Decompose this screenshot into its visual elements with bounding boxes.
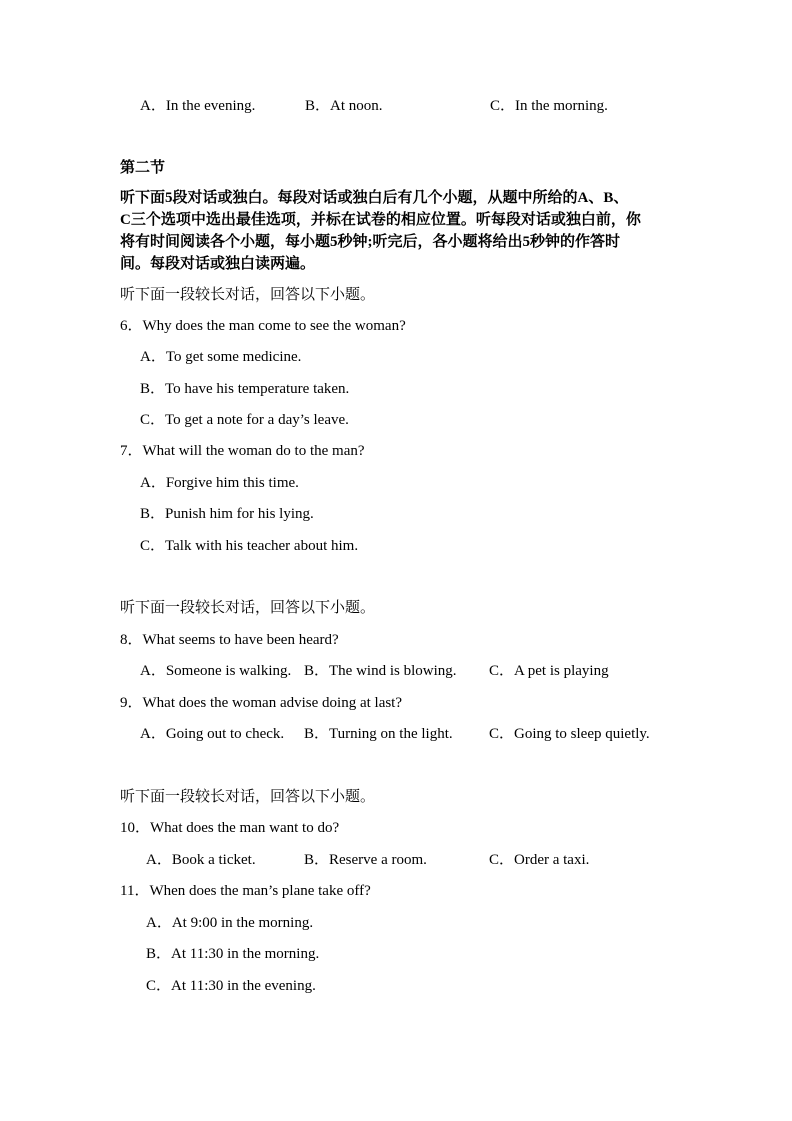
question-option: A．To get some medicine.: [140, 349, 302, 365]
question-option: C．To get a note for a day’s leave.: [140, 412, 349, 428]
question-option: B．The wind is blowing.: [304, 663, 457, 679]
question-option: C．Going to sleep quietly.: [489, 726, 650, 742]
question-option: C．Talk with his teacher about him.: [140, 538, 359, 554]
question-stem: 9．What does the woman advise doing at last?: [120, 695, 403, 711]
question-option: A．Forgive him this time.: [140, 475, 299, 491]
prev-option-a: A．In the evening.: [140, 98, 256, 114]
question-option: C．At 11:30 in the evening.: [146, 978, 316, 994]
question-option: B．At 11:30 in the morning.: [146, 946, 320, 962]
question-stem: 11．When does the man’s plane take off?: [120, 883, 371, 899]
section-instructions-line: 听下面5段对话或独白。每段对话或独白后有几个小题，从题中所给的A、B、: [120, 190, 629, 206]
group-intro: 听下面一段较长对话，回答以下小题。: [120, 600, 376, 616]
question-option: B．Reserve a room.: [304, 852, 427, 868]
question-option: A．At 9:00 in the morning.: [146, 915, 314, 931]
question-stem: 6．Why does the man come to see the woman?: [120, 318, 406, 334]
prev-option-c: C．In the morning.: [490, 98, 608, 114]
question-stem: 8．What seems to have been heard?: [120, 632, 339, 648]
section-instructions-line: 间。每段对话或独白读两遍。: [120, 256, 316, 272]
section-instructions-line: C三个选项中选出最佳选项，并标在试卷的相应位置。听每段对话或独白前，你: [120, 212, 641, 228]
prev-option-b: B．At noon.: [305, 98, 383, 114]
question-option: B．Turning on the light.: [304, 726, 453, 742]
question-option: B．Punish him for his lying.: [140, 506, 314, 522]
question-stem: 7．What will the woman do to the man?: [120, 443, 365, 459]
group-intro: 听下面一段较长对话，回答以下小题。: [120, 789, 376, 805]
question-option: A．Going out to check.: [140, 726, 285, 742]
question-option: A．Book a ticket.: [146, 852, 256, 868]
question-option: C．A pet is playing: [489, 663, 609, 679]
group-intro: 听下面一段较长对话，回答以下小题。: [120, 287, 376, 303]
question-option: A．Someone is walking.: [140, 663, 292, 679]
question-option: C．Order a taxi.: [489, 852, 590, 868]
question-stem: 10．What does the man want to do?: [120, 820, 340, 836]
section-title: 第二节: [120, 160, 166, 176]
section-instructions-line: 将有时间阅读各个小题，每小题5秒钟;听完后，各小题将给出5秒钟的作答时: [120, 234, 620, 250]
question-option: B．To have his temperature taken.: [140, 381, 350, 397]
